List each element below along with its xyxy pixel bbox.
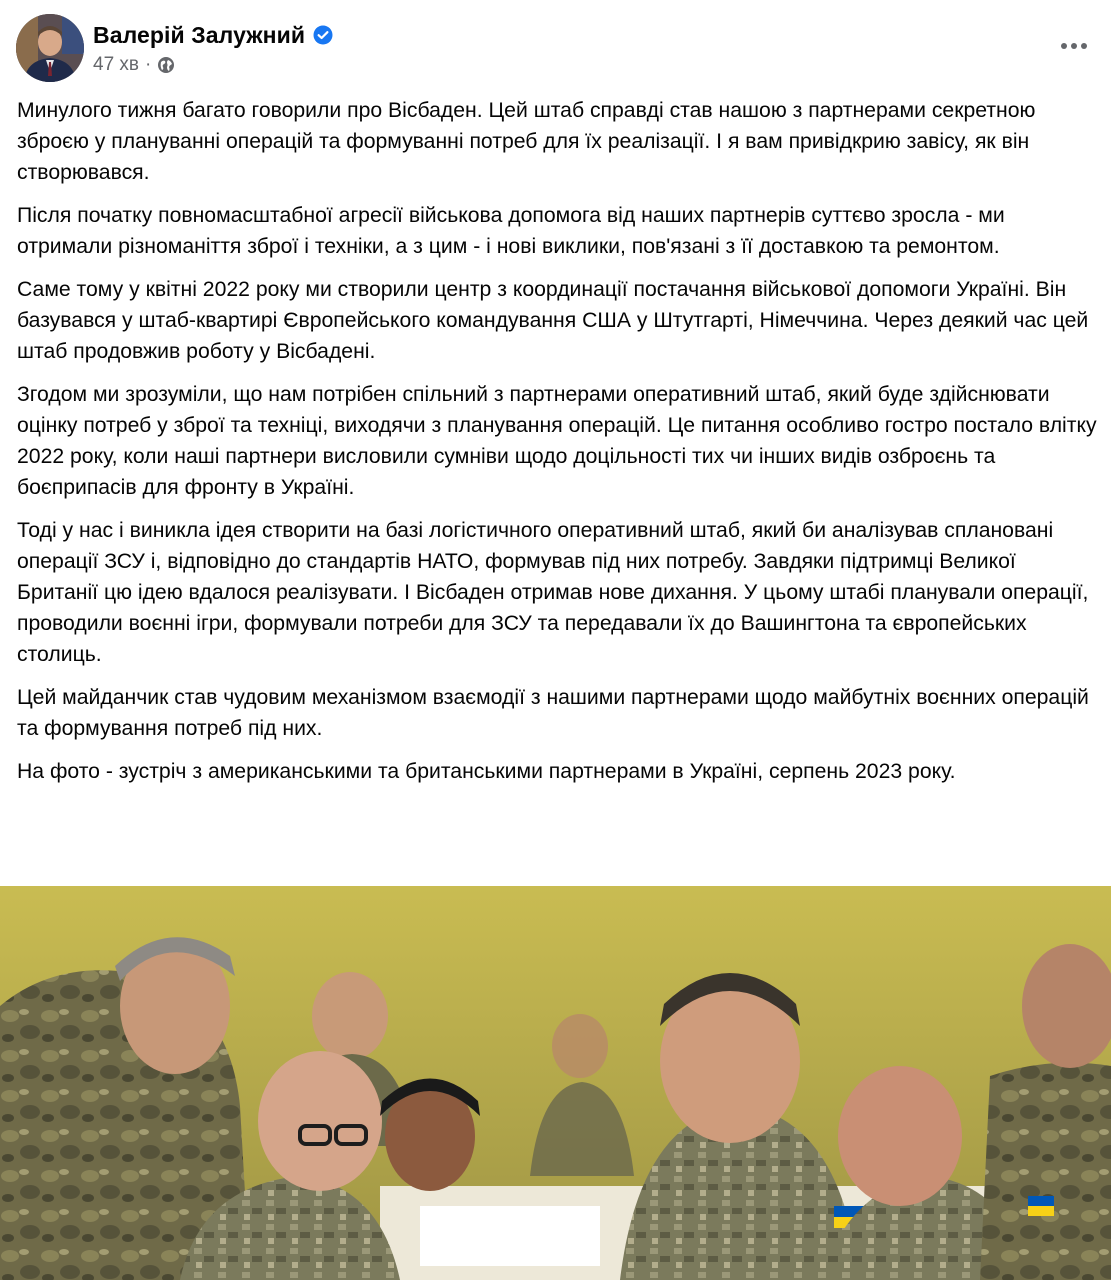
- post-paragraph: Цей майданчик став чудовим механізмом взаємодії з нашими партнерами щодо майбутніх воєнних операцій та формування потреб під них.: [17, 686, 1089, 740]
- verified-badge-icon: [313, 25, 333, 45]
- post-paragraph: Тоді у нас і виникла ідея створити на базі логістичного оперативний штаб, який би аналізував сплановані операції ЗСУ і, відповідно до стандартів НАТО, формував під них потребу. Завдяки підтримці Великої Британії цю ідею вдалося реалізувати. І Вісбаден отримав нове дихання. У цьому штабі планували операції, проводили воєнні ігри, формували потреби для ЗСУ та передавали їх до Вашингтона та європейських столиць.: [17, 519, 1089, 666]
- post-photo[interactable]: [0, 886, 1111, 1280]
- post-text: [17, 95, 1097, 799]
- meta-separator: ·: [145, 54, 152, 75]
- post-paragraph: На фото - зустріч з американськими та британськими партнерами в Україні, серпень 2023 року.: [17, 760, 956, 783]
- post-paragraph: Саме тому у квітні 2022 року ми створили центр з координації постачання військової допомоги Україні. Він базувався у штаб-квартирі Європейського командування США у Штутгарті, Німеччина. Через деякий час цей штаб продовжив роботу у Вісбадені.: [17, 278, 1089, 363]
- author-block: [93, 18, 333, 76]
- more-options-button[interactable]: [1052, 32, 1096, 60]
- globe-icon[interactable]: [157, 56, 175, 74]
- post-header: [16, 14, 1096, 84]
- post-timestamp[interactable]: 47 хв: [93, 54, 140, 75]
- more-horizontal-icon: [1061, 43, 1087, 49]
- post-meta: [93, 54, 333, 76]
- author-row: [93, 18, 333, 52]
- avatar-portrait-icon[interactable]: [16, 14, 84, 82]
- post-paragraph: Минулого тижня багато говорили про Вісбаден. Цей штаб справді став нашою з партнерами секретною зброєю у плануванні операцій та формуванні потреб для їх реалізації. І я вам привідкрию завісу, як він створювався.: [17, 99, 1036, 184]
- meeting-photo-icon: [0, 886, 1111, 1280]
- post-paragraph: Після початку повномасштабної агресії військова допомога від наших партнерів суттєво зросла - ми отримали різноманіття зброї і техніки, а з цим - і нові виклики, пов'язані з її доставкою та ремонтом.: [17, 204, 1005, 258]
- author-name[interactable]: Валерій Залужний: [93, 21, 306, 48]
- post-paragraph: Згодом ми зрозуміли, що нам потрібен спільний з партнерами оперативний штаб, який буде здійснювати оцінку потреб у зброї та техніці, виходячи з планування операцій. Це питання особливо гостро постало влітку 2022 року, коли наші партнери висловили сумніви щодо доцільності тих чи інших видів озброєнь та боєприпасів для фронту в Україні.: [17, 383, 1097, 499]
